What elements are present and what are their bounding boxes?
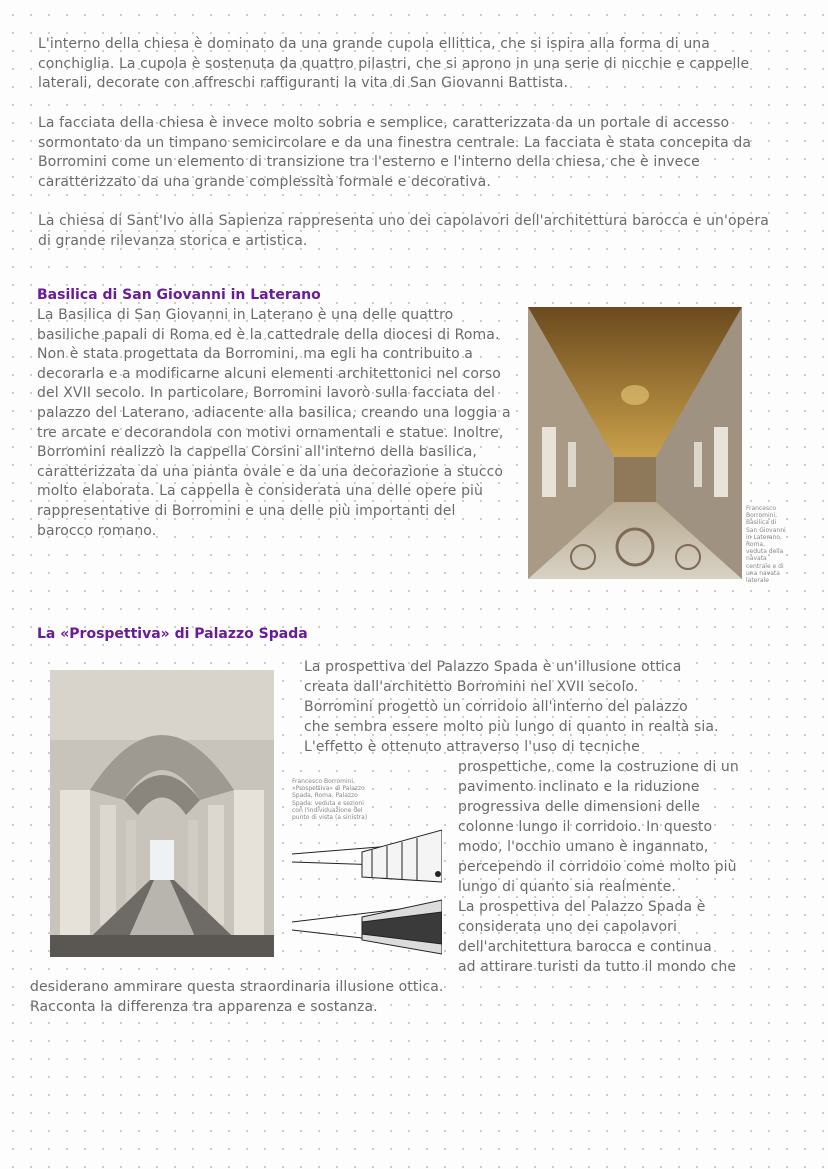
lateran-photo-caption: Francesco Borromini, Basilica di San Giovanni in Laterano, Roma, veduta della navata centrale e di una navata laterale bbox=[746, 505, 786, 585]
spada-line: considerata uno dei capolavori bbox=[458, 919, 677, 935]
spada-line: lungo di quanto sia realmente. bbox=[458, 879, 676, 895]
spada-section-diagram bbox=[292, 822, 442, 972]
spada-line: percependo il corridoio come molto più bbox=[458, 859, 737, 875]
intro-paragraph-2: La facciata della chiesa è invece molto sobria e semplice, caratterizzata da un portale di accesso sormontato da un timpano semicircolare e da una finestra centrale. La facciata è stata concepita da Borromini come un elemento di transizione tra l'esterno e l'interno della chiesa, che è invece caratterizzato da una grande complessità formale e decorativa. bbox=[38, 115, 752, 190]
spada-gallery-photo bbox=[50, 670, 274, 957]
intro-paragraph-1: L'interno della chiesa è dominato da una grande cupola ellittica, che si ispira alla forma di una conchiglia. La cupola è sostenuta da quattro pilastri, che si aprono in una serie di nicchie e cappelle laterali, decorate con affreschi raffiguranti la vita di San Giovanni Battista. bbox=[38, 36, 750, 92]
spada-line: colonne lungo il corridoio. In questo bbox=[458, 819, 713, 835]
spada-heading: La «Prospettiva» di Palazzo Spada bbox=[37, 626, 308, 642]
spada-line: Borromini progettò un corridoio all'interno del palazzo bbox=[304, 699, 688, 715]
spada-line: modo, l'occhio umano è ingannato, bbox=[458, 839, 709, 855]
spada-line: desiderano ammirare questa straordinaria illusione ottica. bbox=[30, 979, 444, 995]
spada-line: dell'architettura barocca e continua bbox=[458, 939, 712, 955]
spada-line: Racconta la differenza tra apparenza e sostanza. bbox=[30, 999, 378, 1015]
spada-line: La prospettiva del Palazzo Spada è un'illusione ottica bbox=[304, 659, 682, 675]
spada-line: pavimento inclinato e la riduzione bbox=[458, 779, 700, 795]
spada-diagram-caption: Francesco Borromini, «Prospettiva» di Palazzo Spada, Roma. Palazzo Spada: veduta e sezioni con l'individuazione del punto di vista (a sinistra) bbox=[292, 778, 368, 822]
spada-line: creata dall'architetto Borromini nel XVII secolo. bbox=[304, 679, 639, 695]
spada-line: prospettiche, come la costruzione di un bbox=[458, 759, 739, 775]
spada-line: progressiva delle dimensioni delle bbox=[458, 799, 701, 815]
spada-line: ad attirare turisti da tutto il mondo che bbox=[458, 959, 737, 975]
basilica-heading: Basilica di San Giovanni in Laterano bbox=[37, 287, 321, 303]
spada-line: La prospettiva del Palazzo Spada è bbox=[458, 899, 706, 915]
basilica-paragraph: La Basilica di San Giovanni in Laterano è una delle quattro basiliche papali di Roma ed è la cattedrale della diocesi di Roma. Non è stata progettata da Borromini, ma egli ha contribuito a decorarla e a modificarne alcuni elementi architettonici nel corso del XVII secolo. In particolare, Borromini lavorò sulla facciata del palazzo del Laterano, adiacente alla basilica, creando una loggia a tre arcate e decorandola con motivi ornamentali e statue. Inoltre, Borromini realizzò la cappella Corsini all'interno della basilica, caratterizzata da una pianta ovale e da una decorazione a stucco molto elaborata. La cappella è considerata una delle opere più rappresentative di Borromini e una delle più importanti del barocco romano. bbox=[37, 307, 511, 539]
intro-paragraph-3: La chiesa di Sant'Ivo alla Sapienza rappresenta uno dei capolavori dell'architettura barocca e un'opera di grande rilevanza storica e artistica. bbox=[38, 213, 769, 249]
spada-line: che sembra essere molto più lungo di quanto in realtà sia. bbox=[304, 719, 719, 735]
spada-line: L'effetto è ottenuto attraverso l'uso di tecniche bbox=[304, 739, 640, 755]
lateran-nave-photo bbox=[528, 307, 742, 579]
